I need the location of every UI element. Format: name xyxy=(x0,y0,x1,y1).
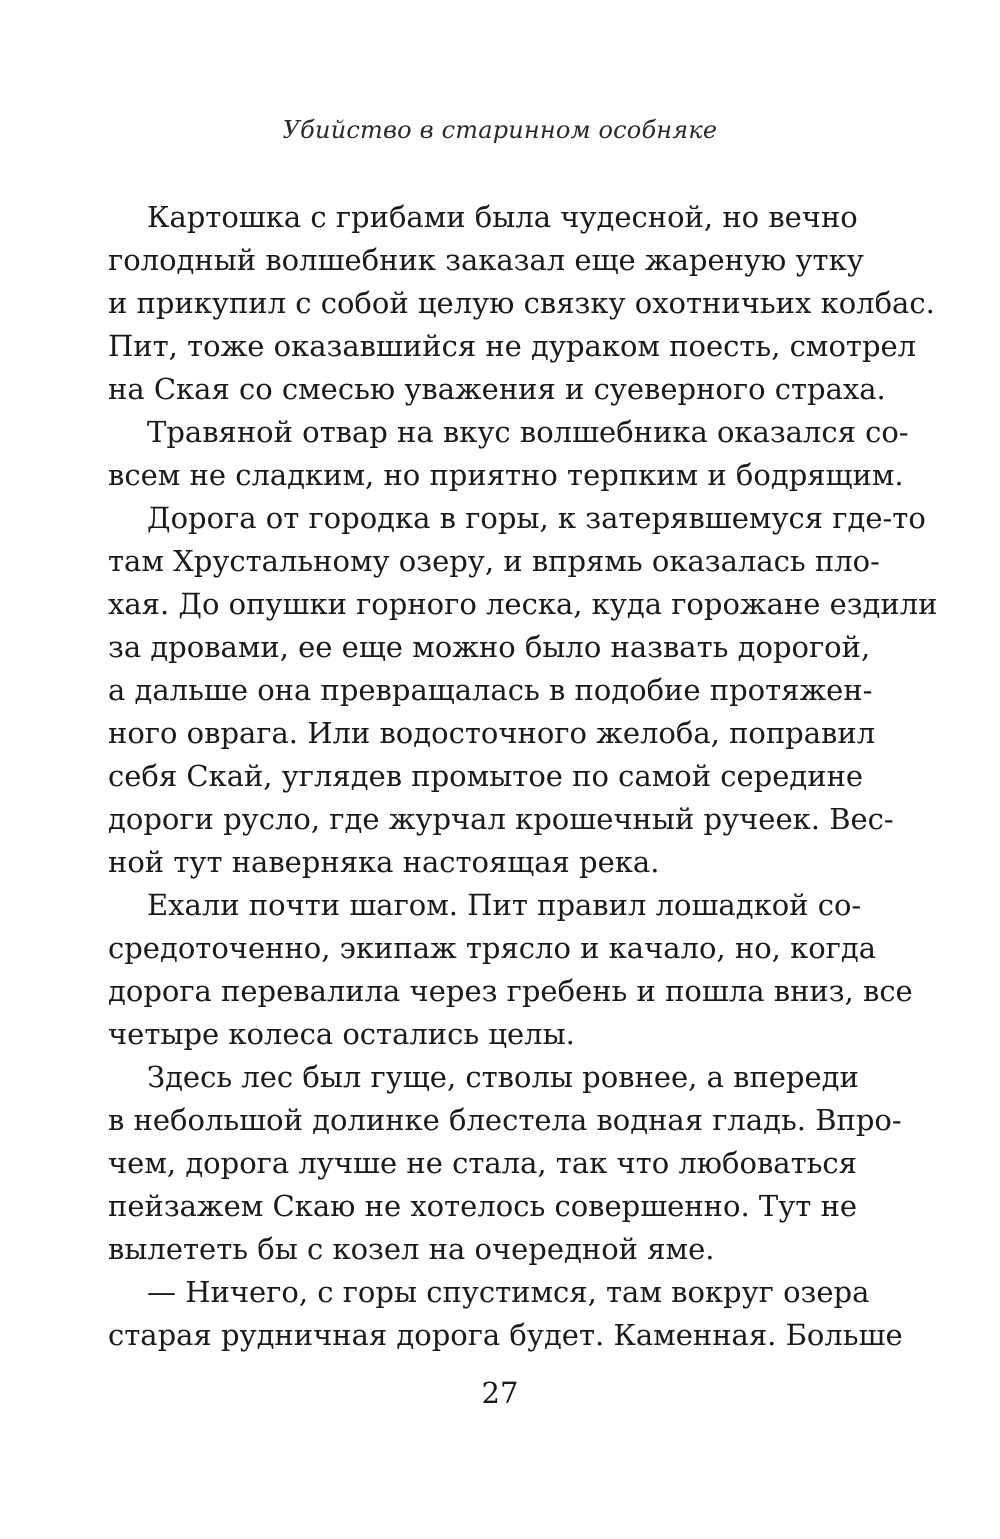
text-line: Травяной отвар на вкус волшебника оказался со- xyxy=(147,415,909,449)
text-line: там Хрустальному озеру, и впрямь оказалась пло- xyxy=(108,544,880,578)
text-line: а дальше она превращалась в подобие протяжен- xyxy=(108,673,873,707)
running-header-title: Убийство в старинном особняке xyxy=(282,116,718,144)
body-text xyxy=(108,196,938,1357)
paragraph xyxy=(108,411,909,497)
text-line: четыре колеса остались целы. xyxy=(108,1017,575,1051)
text-line: и прикупил с собой целую связку охотничьих колбас. xyxy=(108,286,935,320)
text-line: дорога перевалила через гребень и пошла вниз, все xyxy=(108,974,913,1008)
text-line: — Ничего, с горы спустимся, там вокруг озера xyxy=(147,1275,870,1309)
text-line: Здесь лес был гуще, стволы ровнее, а впереди xyxy=(147,1060,859,1094)
text-line: вылететь бы с козел на очередной яме. xyxy=(108,1232,715,1266)
text-line: хая. До опушки горного леска, куда горожане ездили xyxy=(108,587,938,621)
paragraph xyxy=(108,1056,902,1271)
text-line: себя Скай, углядев промытое по самой середине xyxy=(108,759,864,793)
text-line: Ехали почти шагом. Пит правил лошадкой со- xyxy=(147,888,862,922)
text-line: дороги русло, где журчал крошечный ручеек. Вес- xyxy=(108,802,894,836)
text-line: за дровами, ее еще можно было назвать дорогой, xyxy=(108,630,871,664)
page-number: 27 xyxy=(481,1376,519,1410)
text-line: голодный волшебник заказал еще жареную утку xyxy=(108,243,864,277)
paragraph xyxy=(108,196,935,411)
text-line: всем не сладким, но приятно терпким и бодрящим. xyxy=(108,458,904,492)
text-line: ной тут наверняка настоящая река. xyxy=(108,845,660,879)
text-line: ного оврага. Или водосточного желоба, поправил xyxy=(108,716,876,750)
text-line: Дорога от городка в горы, к затерявшемуся где-то xyxy=(147,501,926,535)
text-line: в небольшой долинке блестела водная гладь. Впро- xyxy=(108,1103,902,1137)
text-line: старая рудничная дорога будет. Каменная. Больше xyxy=(108,1318,903,1352)
text-line: средоточенно, экипаж трясло и качало, но, когда xyxy=(108,931,877,965)
text-line: пейзажем Скаю не хотелось совершенно. Тут не xyxy=(108,1189,858,1223)
paragraph xyxy=(108,884,913,1056)
text-line: чем, дорога лучше не стала, так что любоваться xyxy=(108,1146,857,1180)
paragraph xyxy=(108,1271,903,1357)
text-line: Пит, тоже оказавшийся не дураком поесть, смотрел xyxy=(108,329,917,363)
paragraph xyxy=(108,497,938,884)
text-line: Картошка с грибами была чудесной, но вечно xyxy=(147,200,858,234)
text-line: на Ская со смесью уважения и суеверного страха. xyxy=(108,372,886,406)
